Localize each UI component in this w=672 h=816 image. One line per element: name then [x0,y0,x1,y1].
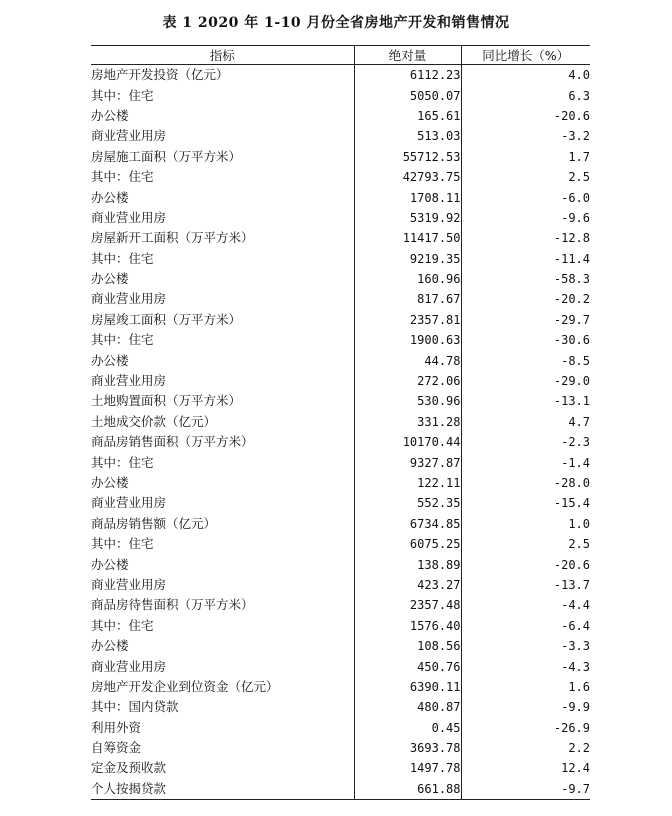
table-row [91,432,590,452]
row-absolute-value: 6390.11 [354,677,461,697]
header-indicator: 指标 [209,48,235,63]
row-absolute-value: 3693.78 [354,738,461,758]
table-row [91,391,590,411]
row-absolute-value: 450.76 [354,656,461,676]
row-growth-value: 1.6 [461,677,590,697]
row-growth-value: -3.3 [461,636,590,656]
row-growth-value: 1.7 [461,147,590,167]
row-absolute-value: 6734.85 [354,514,461,534]
header-growth: 同比增长（%） [461,46,590,65]
table-row [91,656,590,676]
table-row [91,208,590,228]
row-growth-value: 6.3 [461,85,590,105]
row-growth-value: -3.2 [461,126,590,146]
table-row [91,310,590,330]
row-label: 商业营业用房 [91,658,167,674]
row-growth-value: -11.4 [461,249,590,269]
row-label: 商品房销售额（亿元） [91,515,217,531]
table-row [91,493,590,513]
table-row [91,534,590,554]
statistics-table [91,45,590,800]
table-row [91,187,590,207]
row-label: 商业营业用房 [91,373,167,389]
row-absolute-value: 9327.87 [354,452,461,472]
row-growth-value: -26.9 [461,718,590,738]
row-label: 房地产开发企业到位资金（亿元） [91,678,279,694]
table-row [91,595,590,615]
table-row [91,65,590,86]
row-absolute-value: 272.06 [354,371,461,391]
table-body [91,65,590,800]
row-absolute-value: 160.96 [354,269,461,289]
row-absolute-value: 1900.63 [354,330,461,350]
table-row [91,779,590,800]
table-title: 表 1 2020 年 1-10 月份全省房地产开发和销售情况 [162,15,510,31]
row-label: 其中：住宅 [91,332,154,348]
row-growth-value: -20.2 [461,289,590,309]
table-row [91,167,590,187]
row-growth-value: -6.4 [461,616,590,636]
row-absolute-value: 513.03 [354,126,461,146]
row-label: 利用外资 [91,719,142,735]
row-label: 商业营业用房 [91,495,167,511]
row-absolute-value: 138.89 [354,554,461,574]
row-absolute-value: 11417.50 [354,228,461,248]
row-label: 办公楼 [91,475,129,490]
row-label: 其中：住宅 [91,454,154,470]
row-absolute-value: 108.56 [354,636,461,656]
row-label: 其中：住宅 [91,536,154,552]
row-label: 房屋竣工面积（万平方米） [91,311,242,327]
row-label: 自筹资金 [91,740,142,756]
table-row [91,452,590,472]
row-growth-value: 1.0 [461,514,590,534]
row-growth-value: -12.8 [461,228,590,248]
row-growth-value: -15.4 [461,493,590,513]
row-absolute-value: 1497.78 [354,758,461,778]
row-absolute-value: 42793.75 [354,167,461,187]
row-growth-value: 2.5 [461,167,590,187]
row-label: 商业营业用房 [91,209,167,225]
table-row [91,126,590,146]
row-absolute-value: 552.35 [354,493,461,513]
row-absolute-value: 661.88 [354,779,461,800]
table-row [91,718,590,738]
row-absolute-value: 6075.25 [354,534,461,554]
row-absolute-value: 5050.07 [354,85,461,105]
row-growth-value: -29.0 [461,371,590,391]
row-growth-value: -13.1 [461,391,590,411]
row-label: 土地成交价款（亿元） [91,413,217,429]
row-absolute-value: 0.45 [354,718,461,738]
table-row [91,412,590,432]
row-absolute-value: 44.78 [354,350,461,370]
row-label: 办公楼 [91,556,129,572]
row-absolute-value: 2357.81 [354,310,461,330]
row-label: 办公楼 [91,189,129,205]
row-absolute-value: 530.96 [354,391,461,411]
row-growth-value: 2.2 [461,738,590,758]
row-growth-value: -4.4 [461,595,590,615]
row-label: 办公楼 [91,271,129,287]
row-absolute-value: 5319.92 [354,208,461,228]
row-absolute-value: 2357.48 [354,595,461,615]
row-absolute-value: 9219.35 [354,249,461,269]
table-row [91,616,590,636]
table-row [91,636,590,656]
row-growth-value: -9.6 [461,208,590,228]
table-row [91,575,590,595]
row-absolute-value: 165.61 [354,106,461,126]
table-row [91,330,590,350]
row-growth-value: -20.6 [461,554,590,574]
row-absolute-value: 6112.23 [354,65,461,86]
table-row [91,554,590,574]
table-row [91,249,590,269]
row-absolute-value: 55712.53 [354,147,461,167]
row-growth-value: -58.3 [461,269,590,289]
table-row [91,738,590,758]
row-label: 其中：住宅 [91,169,154,185]
table-row [91,677,590,697]
row-growth-value: 4.0 [461,65,590,86]
row-growth-value: -4.3 [461,656,590,676]
table-row [91,85,590,105]
table-row [91,697,590,717]
row-label: 其中：国内贷款 [91,699,179,715]
row-label: 定金及预收款 [91,760,167,776]
row-growth-value: 2.5 [461,534,590,554]
table-row [91,289,590,309]
table-row [91,371,590,391]
row-label: 其中：住宅 [91,87,154,103]
row-label: 房地产开发投资（亿元） [91,67,229,83]
row-growth-value: 4.7 [461,412,590,432]
row-growth-value: -1.4 [461,452,590,472]
row-label: 商品房销售面积（万平方米） [91,434,254,450]
row-label: 办公楼 [91,638,129,654]
row-growth-value: -9.7 [461,779,590,800]
row-label: 房屋新开工面积（万平方米） [91,230,254,246]
row-label: 其中：住宅 [91,617,154,633]
row-growth-value: 12.4 [461,758,590,778]
row-growth-value: -30.6 [461,330,590,350]
table-row [91,269,590,289]
row-growth-value: -8.5 [461,350,590,370]
row-label: 其中：住宅 [91,250,154,266]
row-absolute-value: 423.27 [354,575,461,595]
row-label: 办公楼 [91,352,129,368]
row-growth-value: -28.0 [461,473,590,493]
row-label: 土地购置面积（万平方米） [91,393,242,409]
table-row [91,758,590,778]
row-label: 个人按揭贷款 [91,780,167,796]
row-growth-value: -20.6 [461,106,590,126]
table-row [91,228,590,248]
table-row [91,106,590,126]
row-label: 商品房待售面积（万平方米） [91,597,254,613]
row-label: 房屋施工面积（万平方米） [91,148,242,164]
row-growth-value: -29.7 [461,310,590,330]
table-row [91,147,590,167]
row-growth-value: -6.0 [461,187,590,207]
row-growth-value: -2.3 [461,432,590,452]
row-absolute-value: 817.67 [354,289,461,309]
row-absolute-value: 122.11 [354,473,461,493]
header-row [91,46,590,65]
table-row [91,514,590,534]
row-absolute-value: 10170.44 [354,432,461,452]
row-label: 商业营业用房 [91,576,167,592]
header-absolute: 绝对量 [354,46,461,65]
row-label: 办公楼 [91,107,129,123]
row-growth-value: -13.7 [461,575,590,595]
row-absolute-value: 1576.40 [354,616,461,636]
table-row [91,473,590,493]
table-header [91,46,590,65]
row-label: 商业营业用房 [91,291,167,307]
table-row [91,350,590,370]
row-growth-value: -9.9 [461,697,590,717]
row-absolute-value: 480.87 [354,697,461,717]
row-absolute-value: 1708.11 [354,187,461,207]
row-label: 商业营业用房 [91,128,167,144]
row-absolute-value: 331.28 [354,412,461,432]
